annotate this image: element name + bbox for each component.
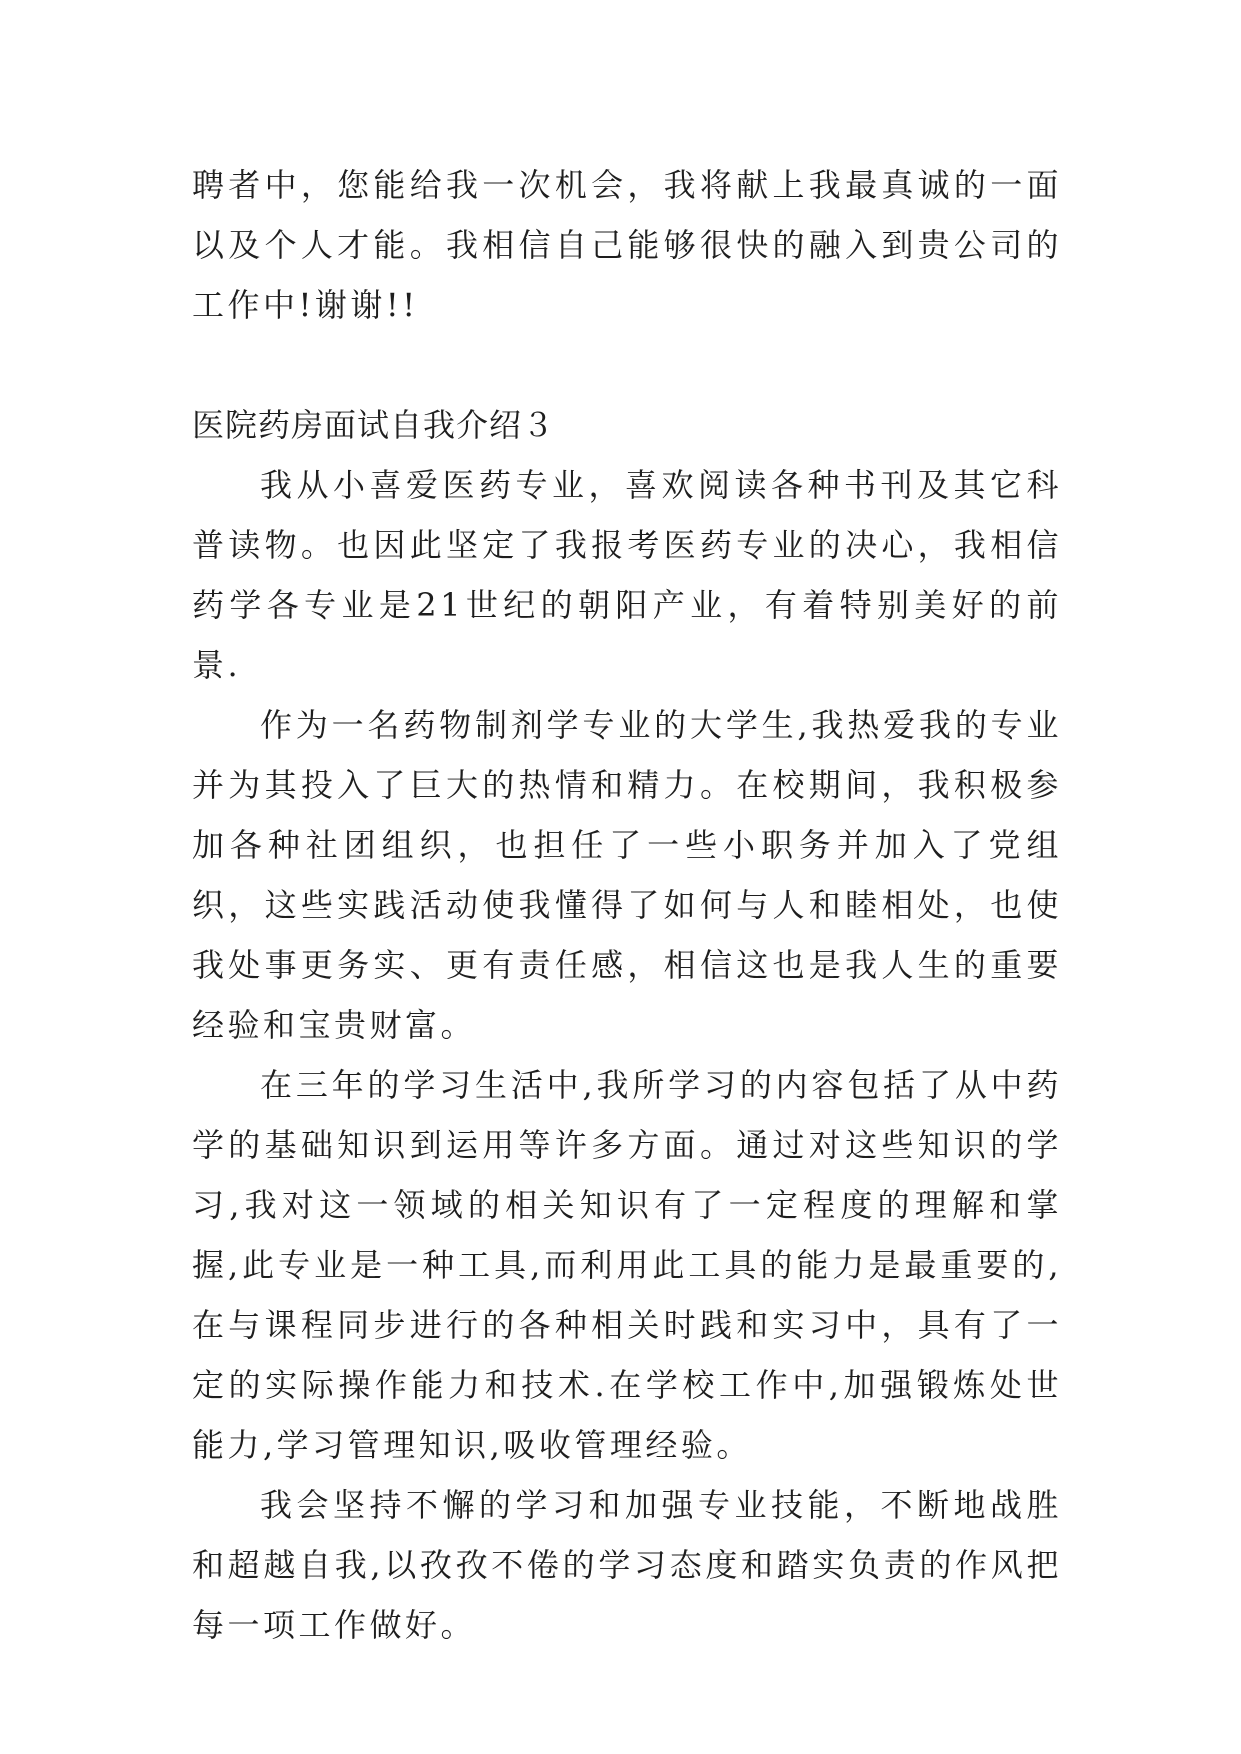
document-body [192,155,1062,1655]
paragraph-2: 作为一名药物制剂学专业的大学生,我热爱我的专业并为其投入了巨大的热情和精力。在校期间，我积极参加各种社团组织，也担任了一些小职务并加入了党组织，这些实践活动使我懂得了如何与人和睦相处，也使我处事更务实、更有责任感，相信这也是我人生的重要经验和宝贵财富。 [192,706,1062,1044]
paragraph-3: 在三年的学习生活中,我所学习的内容包括了从中药学的基础知识到运用等许多方面。通过对这些知识的学习,我对这一领域的相关知识有了一定程度的理解和掌握,此专业是一种工具,而利用此工具的能力是最重要的,在与课程同步进行的各种相关时践和实习中，具有了一定的实际操作能力和技术.在学校工作中,加强锻炼处世能力,学习管理知识,吸收管理经验。 [192,1066,1062,1464]
section-title: 医院药房面试自我介绍３ [192,406,556,444]
paragraph-1: 我从小喜爱医药专业，喜欢阅读各种书刊及其它科普读物。也因此坚定了我报考医药专业的决心，我相信药学各专业是21世纪的朝阳产业，有着特别美好的前景. [192,466,1062,684]
paragraph-4: 我会坚持不懈的学习和加强专业技能，不断地战胜和超越自我,以孜孜不倦的学习态度和踏实负责的作风把每一项工作做好。 [192,1486,1062,1644]
continued-paragraph: 聘者中，您能给我一次机会，我将献上我最真诚的一面以及个人才能。我相信自己能够很快的融入到贵公司的工作中!谢谢!! [192,166,1062,324]
